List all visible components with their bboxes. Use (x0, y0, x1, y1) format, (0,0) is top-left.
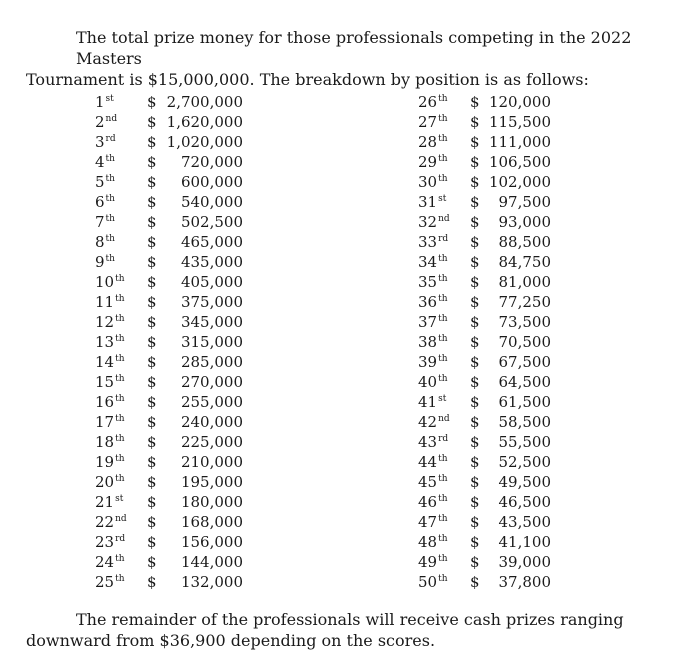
position-suffix: th (105, 214, 115, 224)
prize-amount: 315,000 (180, 333, 243, 351)
position-label (418, 132, 448, 152)
position-suffix: th (105, 234, 115, 244)
currency-symbol: $ (147, 293, 157, 311)
position-label (418, 292, 448, 312)
position-number: 11 (95, 293, 115, 311)
currency-symbol: $ (470, 253, 480, 271)
prize-amount: 375,000 (180, 293, 243, 311)
position-number: 9 (95, 253, 105, 271)
position-suffix: rd (438, 434, 449, 444)
prize-amount: 502,500 (180, 213, 243, 231)
prize-amount: 67,500 (498, 353, 551, 371)
position-label (95, 292, 125, 312)
intro-line-2: Tournament is $15,000,000. The breakdown by position is as follows: (26, 70, 589, 89)
prize-amount: 144,000 (180, 553, 243, 571)
position-label (418, 252, 448, 272)
position-label (95, 492, 123, 512)
position-label (418, 192, 446, 212)
currency-symbol: $ (470, 273, 480, 291)
prize-amount: 41,100 (498, 533, 551, 551)
position-suffix: th (438, 314, 448, 324)
position-label (95, 512, 127, 532)
currency-symbol: $ (147, 313, 157, 331)
position-number: 37 (418, 313, 438, 331)
position-suffix: rd (115, 534, 126, 544)
prize-amount: 255,000 (180, 393, 243, 411)
position-label (418, 552, 448, 572)
position-suffix: nd (105, 114, 118, 124)
position-suffix: nd (438, 214, 450, 224)
position-label (418, 332, 448, 352)
position-number: 49 (418, 553, 438, 571)
prize-amount: 240,000 (180, 413, 243, 431)
position-label (418, 572, 448, 592)
position-label (418, 472, 448, 492)
prize-amount: 97,500 (498, 193, 551, 211)
currency-symbol: $ (147, 193, 157, 211)
prize-amount: 195,000 (180, 473, 243, 491)
prize-amount: 156,000 (180, 533, 243, 551)
position-number: 33 (418, 233, 438, 251)
prize-amount: 210,000 (180, 453, 243, 471)
currency-symbol: $ (470, 553, 480, 571)
position-number: 41 (418, 393, 438, 411)
position-number: 42 (418, 413, 438, 431)
position-label (95, 332, 125, 352)
prize-amount: 84,750 (498, 253, 551, 271)
currency-symbol: $ (470, 113, 480, 131)
position-label (95, 252, 115, 272)
position-suffix: th (105, 254, 115, 264)
prize-amount: 77,250 (498, 293, 551, 311)
position-number: 36 (418, 293, 438, 311)
currency-symbol: $ (147, 333, 157, 351)
position-number: 2 (95, 113, 105, 131)
position-number: 26 (418, 93, 438, 111)
currency-symbol: $ (470, 533, 480, 551)
prize-amount: 225,000 (180, 433, 243, 451)
position-suffix: nd (438, 414, 450, 424)
currency-symbol: $ (147, 173, 157, 191)
position-label (95, 132, 116, 152)
position-label (95, 92, 114, 112)
position-suffix: th (115, 574, 125, 584)
position-label (95, 272, 125, 292)
position-label (418, 432, 448, 452)
prize-amount: 81,000 (498, 273, 551, 291)
prize-amount: 465,000 (180, 233, 243, 251)
position-label (95, 152, 115, 172)
position-number: 14 (95, 353, 115, 371)
position-number: 22 (95, 513, 115, 531)
position-number: 44 (418, 453, 438, 471)
position-number: 50 (418, 573, 438, 591)
prize-amount: 2,700,000 (166, 93, 243, 111)
prize-amount: 55,500 (498, 433, 551, 451)
position-suffix: th (115, 334, 125, 344)
position-suffix: th (115, 434, 125, 444)
position-number: 6 (95, 193, 105, 211)
position-number: 8 (95, 233, 105, 251)
position-suffix: th (115, 394, 125, 404)
position-number: 35 (418, 273, 438, 291)
position-label (95, 572, 125, 592)
position-number: 20 (95, 473, 115, 491)
position-number: 13 (95, 333, 115, 351)
position-number: 1 (95, 93, 105, 111)
prize-amount: 168,000 (180, 513, 243, 531)
position-suffix: th (115, 454, 125, 464)
prize-amount: 52,500 (498, 453, 551, 471)
position-number: 40 (418, 373, 438, 391)
currency-symbol: $ (470, 213, 480, 231)
position-suffix: nd (115, 514, 127, 524)
currency-symbol: $ (147, 93, 157, 111)
prize-amount: 405,000 (180, 273, 243, 291)
prize-amount: 120,000 (488, 93, 551, 111)
position-label (95, 372, 125, 392)
currency-symbol: $ (147, 433, 157, 451)
position-label (418, 312, 448, 332)
currency-symbol: $ (147, 253, 157, 271)
currency-symbol: $ (470, 393, 480, 411)
prize-amount: 285,000 (180, 353, 243, 371)
position-suffix: th (438, 254, 448, 264)
position-number: 12 (95, 313, 115, 331)
prize-amount: 46,500 (498, 493, 551, 511)
position-suffix: rd (438, 234, 449, 244)
currency-symbol: $ (147, 393, 157, 411)
currency-symbol: $ (470, 333, 480, 351)
position-label (95, 552, 125, 572)
prize-amount: 43,500 (498, 513, 551, 531)
currency-symbol: $ (147, 533, 157, 551)
currency-symbol: $ (470, 433, 480, 451)
prize-amount: 1,020,000 (166, 133, 243, 151)
position-suffix: th (438, 274, 448, 284)
prize-amount: 106,500 (488, 153, 551, 171)
position-suffix: th (105, 174, 115, 184)
position-label (418, 112, 448, 132)
position-number: 25 (95, 573, 115, 591)
position-suffix: st (105, 94, 114, 104)
position-number: 27 (418, 113, 438, 131)
position-number: 16 (95, 393, 115, 411)
currency-symbol: $ (470, 453, 480, 471)
currency-symbol: $ (470, 133, 480, 151)
position-suffix: st (115, 494, 124, 504)
prize-amount: 600,000 (180, 173, 243, 191)
prize-amount: 540,000 (180, 193, 243, 211)
position-label (95, 432, 125, 452)
position-suffix: th (438, 334, 448, 344)
position-suffix: th (438, 154, 448, 164)
position-label (418, 452, 448, 472)
position-suffix: th (438, 134, 448, 144)
position-label (418, 212, 450, 232)
prize-amount: 39,000 (498, 553, 551, 571)
currency-symbol: $ (470, 193, 480, 211)
currency-symbol: $ (147, 473, 157, 491)
position-number: 18 (95, 433, 115, 451)
position-suffix: th (438, 554, 448, 564)
currency-symbol: $ (147, 113, 157, 131)
position-label (418, 172, 448, 192)
position-suffix: th (115, 354, 125, 364)
position-number: 23 (95, 533, 115, 551)
position-suffix: th (438, 574, 448, 584)
prize-amount: 180,000 (180, 493, 243, 511)
position-number: 15 (95, 373, 115, 391)
position-suffix: st (438, 394, 447, 404)
position-label (95, 452, 125, 472)
prize-amount: 720,000 (180, 153, 243, 171)
prize-amount: 61,500 (498, 393, 551, 411)
prize-amount: 93,000 (498, 213, 551, 231)
position-label (418, 412, 450, 432)
prize-amount: 102,000 (488, 173, 551, 191)
position-number: 39 (418, 353, 438, 371)
position-suffix: st (438, 194, 447, 204)
position-label (95, 472, 125, 492)
position-suffix: rd (105, 134, 116, 144)
position-suffix: th (438, 354, 448, 364)
currency-symbol: $ (470, 313, 480, 331)
currency-symbol: $ (470, 373, 480, 391)
position-number: 38 (418, 333, 438, 351)
position-number: 45 (418, 473, 438, 491)
position-number: 31 (418, 193, 438, 211)
currency-symbol: $ (470, 513, 480, 531)
position-number: 28 (418, 133, 438, 151)
currency-symbol: $ (470, 233, 480, 251)
currency-symbol: $ (147, 413, 157, 431)
position-number: 43 (418, 433, 438, 451)
position-suffix: th (438, 294, 448, 304)
position-label (418, 532, 448, 552)
outro-line-1: The remainder of the professionals will receive cash prizes ranging (76, 610, 624, 629)
currency-symbol: $ (147, 153, 157, 171)
position-suffix: th (115, 414, 125, 424)
prize-amount: 111,000 (488, 133, 551, 151)
position-label (95, 112, 117, 132)
position-suffix: th (105, 194, 115, 204)
prize-amount: 37,800 (498, 573, 551, 591)
currency-symbol: $ (470, 293, 480, 311)
position-label (95, 192, 115, 212)
prize-amount: 270,000 (180, 373, 243, 391)
position-suffix: th (438, 374, 448, 384)
currency-symbol: $ (147, 573, 157, 591)
position-number: 3 (95, 133, 105, 151)
position-suffix: th (438, 174, 448, 184)
position-label (95, 532, 125, 552)
prize-amount: 88,500 (498, 233, 551, 251)
currency-symbol: $ (470, 173, 480, 191)
position-label (418, 512, 448, 532)
position-suffix: th (115, 474, 125, 484)
position-suffix: th (115, 554, 125, 564)
position-number: 29 (418, 153, 438, 171)
prize-amount: 58,500 (498, 413, 551, 431)
currency-symbol: $ (147, 493, 157, 511)
prize-amount: 435,000 (180, 253, 243, 271)
currency-symbol: $ (147, 273, 157, 291)
currency-symbol: $ (147, 513, 157, 531)
prize-amount: 345,000 (180, 313, 243, 331)
prize-amount: 115,500 (488, 113, 551, 131)
position-suffix: th (438, 454, 448, 464)
position-suffix: th (438, 514, 448, 524)
position-number: 7 (95, 213, 105, 231)
position-label (95, 312, 125, 332)
position-number: 24 (95, 553, 115, 571)
position-suffix: th (115, 314, 125, 324)
outro-line-2: downward from $36,900 depending on the scores. (26, 631, 436, 650)
position-label (95, 212, 115, 232)
position-suffix: th (438, 474, 448, 484)
intro-line-1: The total prize money for those professionals competing in the 2022 Masters (76, 28, 632, 68)
position-number: 5 (95, 173, 105, 191)
position-suffix: th (115, 374, 125, 384)
position-suffix: th (438, 494, 448, 504)
currency-symbol: $ (147, 213, 157, 231)
position-number: 19 (95, 453, 115, 471)
currency-symbol: $ (147, 353, 157, 371)
position-label (418, 232, 448, 252)
currency-symbol: $ (147, 133, 157, 151)
position-label (95, 412, 125, 432)
position-number: 21 (95, 493, 115, 511)
prize-amount: 64,500 (498, 373, 551, 391)
currency-symbol: $ (470, 353, 480, 371)
position-number: 17 (95, 413, 115, 431)
position-number: 10 (95, 273, 115, 291)
prize-amount: 73,500 (498, 313, 551, 331)
currency-symbol: $ (470, 93, 480, 111)
position-suffix: th (115, 294, 125, 304)
position-label (418, 492, 448, 512)
position-label (418, 272, 448, 292)
prize-amount: 70,500 (498, 333, 551, 351)
currency-symbol: $ (470, 413, 480, 431)
position-label (95, 352, 125, 372)
prize-amount: 132,000 (180, 573, 243, 591)
position-label (418, 92, 448, 112)
currency-symbol: $ (470, 473, 480, 491)
position-label (95, 232, 115, 252)
position-number: 46 (418, 493, 438, 511)
position-suffix: th (438, 114, 448, 124)
position-label (95, 392, 125, 412)
currency-symbol: $ (470, 493, 480, 511)
position-suffix: th (438, 94, 448, 104)
position-suffix: th (105, 154, 115, 164)
position-number: 48 (418, 533, 438, 551)
position-label (418, 352, 448, 372)
currency-symbol: $ (147, 453, 157, 471)
position-suffix: th (438, 534, 448, 544)
position-label (418, 392, 446, 412)
position-label (418, 152, 448, 172)
position-number: 4 (95, 153, 105, 171)
currency-symbol: $ (147, 553, 157, 571)
prize-amount: 49,500 (498, 473, 551, 491)
currency-symbol: $ (147, 373, 157, 391)
position-label (418, 372, 448, 392)
position-suffix: th (115, 274, 125, 284)
currency-symbol: $ (470, 153, 480, 171)
currency-symbol: $ (147, 233, 157, 251)
prize-amount: 1,620,000 (166, 113, 243, 131)
position-number: 32 (418, 213, 438, 231)
outro-paragraph (26, 609, 666, 651)
currency-symbol: $ (470, 573, 480, 591)
position-number: 47 (418, 513, 438, 531)
position-number: 30 (418, 173, 438, 191)
position-number: 34 (418, 253, 438, 271)
position-label (95, 172, 115, 192)
intro-paragraph (26, 27, 666, 90)
